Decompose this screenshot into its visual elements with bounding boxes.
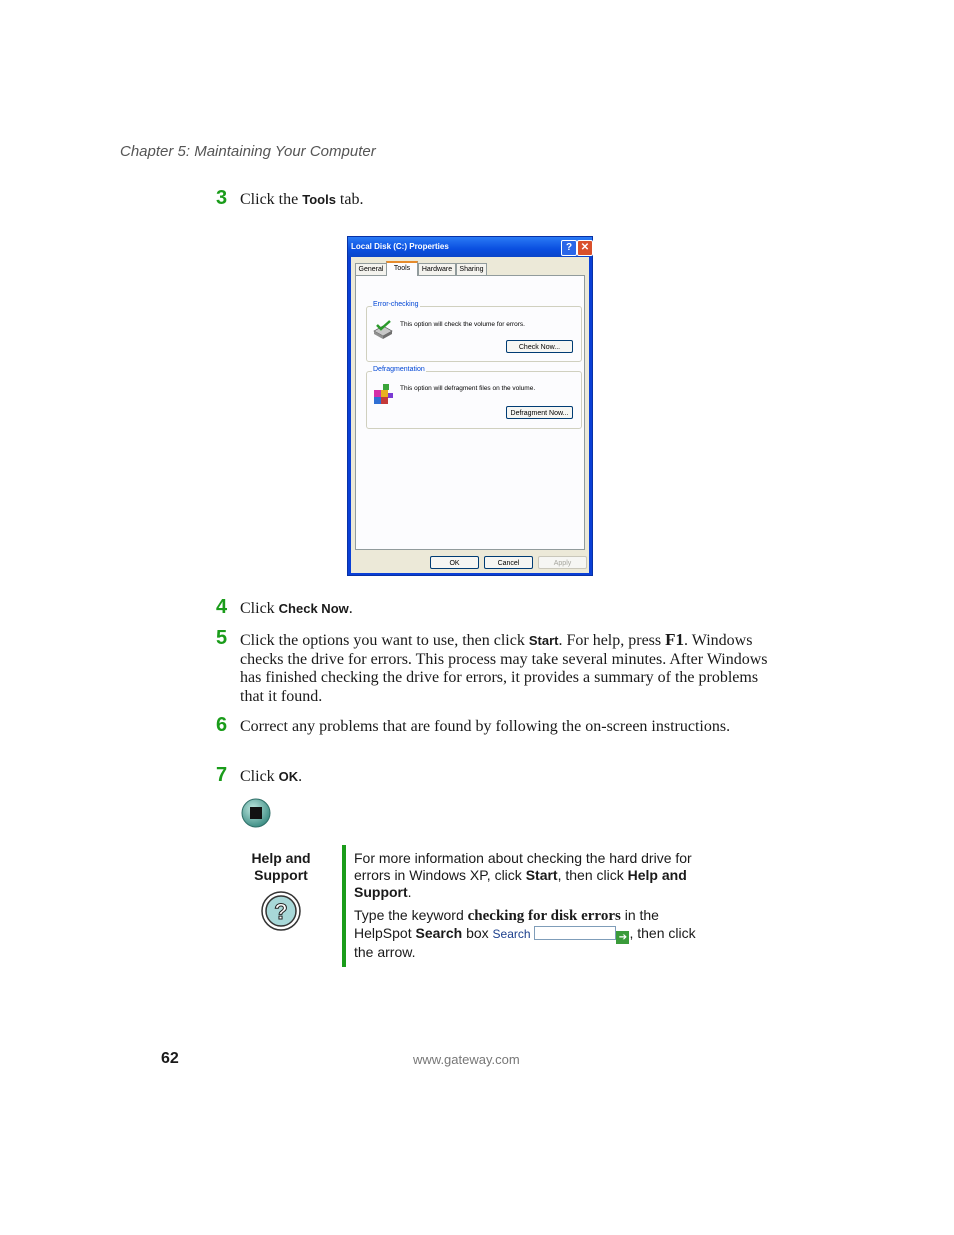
apply-button[interactable]: Apply [538,556,587,569]
help-and-support-label: Help and Support [251,850,311,883]
footer-url: www.gateway.com [413,1052,520,1067]
search-label: Search [492,927,531,941]
end-stop-icon [241,798,271,828]
cancel-button[interactable]: Cancel [484,556,533,569]
page-number: 62 [161,1050,179,1067]
group-title: Defragmentation [373,366,425,373]
tab-sharing[interactable]: Sharing [456,263,487,275]
close-button[interactable]: ✕ [577,240,593,256]
defragment-now-button[interactable]: Defragment Now... [506,406,573,419]
step-5: 5 Click the options you want to use, then click Start. For help, press F1. Windows checks the drive for errors. This process may take several minutes. After Windows has finished checking the drive for errors, it provides a summary of the problems that it found. [216,627,768,705]
chapter-header: Chapter 5: Maintaining Your Computer [120,143,376,160]
step-number: 6 [216,714,228,736]
tab-general[interactable]: General [355,263,387,275]
dialog-client [351,257,589,573]
step-number: 7 [216,764,228,786]
help-paragraph-2: Type the keyword checking for disk errors in the HelpSpot Search box Search ➔ , then click the arrow. [354,907,696,960]
error-checking-text: This option will check the volume for errors. [400,321,525,328]
search-input [534,926,616,940]
arrow-icon: ➔ [616,931,629,944]
tab-hardware[interactable]: Hardware [418,263,456,275]
help-button[interactable]: ? [561,240,577,256]
step-number: 4 [216,596,228,618]
step-number: 5 [216,627,228,649]
step-number: 3 [216,187,228,209]
step-6: 6 Correct any problems that are found by following the on-screen instructions. [216,714,731,736]
defragmentation-text: This option will defragment files on the volume. [400,385,536,392]
disk-check-icon [372,319,394,341]
tools-panel [355,275,585,550]
step-4: 4 Click Check Now. [216,596,353,618]
defragmentation-group [366,366,582,429]
check-now-button[interactable]: Check Now... [506,340,573,353]
dialog-title: Local Disk (C:) Properties [348,237,592,257]
step-3: 3 Click the Tools tab. [216,187,364,209]
help-paragraph-1: For more information about checking the hard drive for errors in Windows XP, click Start, then click Help and Support. [354,850,692,900]
error-checking-group [366,301,582,362]
tab-tools[interactable]: Tools [386,261,418,276]
ok-button[interactable]: OK [430,556,479,569]
group-title: Error-checking [373,301,419,308]
properties-dialog [347,236,593,576]
help-divider-bar [342,845,346,967]
defragment-icon [372,382,394,406]
step-7: 7 Click OK. [216,764,303,786]
help-glyph: ? [274,899,288,924]
help-question-icon [261,891,301,931]
